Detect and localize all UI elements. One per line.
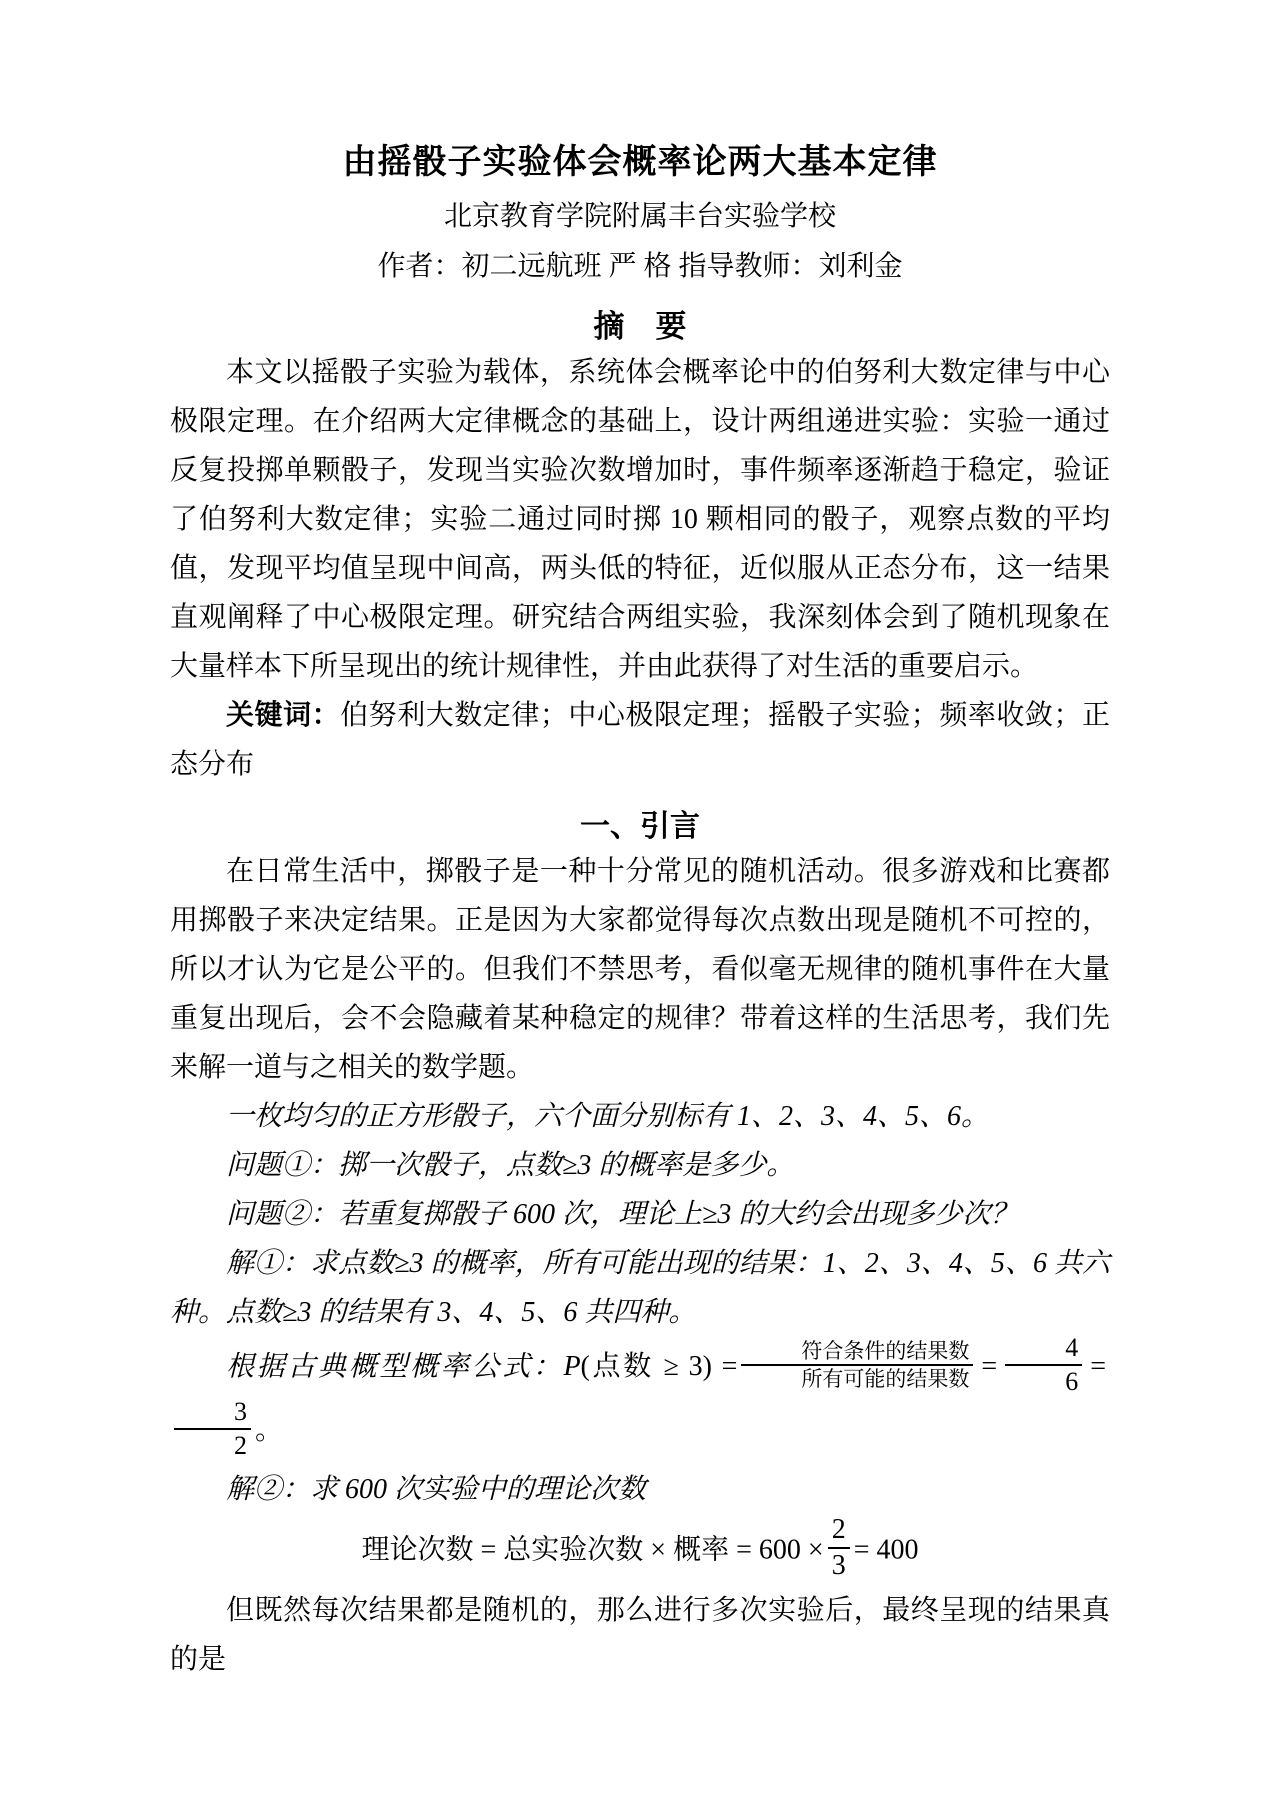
text-fraction-numerator: 符合条件的结果数 bbox=[741, 1339, 973, 1366]
abstract-heading: 摘 要 bbox=[593, 309, 687, 344]
keywords-line bbox=[170, 691, 1110, 789]
school-line: 北京教育学院附属丰台实验学校 bbox=[443, 201, 836, 232]
abstract-paragraph: 本文以摇骰子实验为载体，系统体会概率论中的伯努利大数定律与中心极限定理。在介绍两大定律概念的基础上，设计两组递进实验：实验一通过反复投掷单颗骰子，发现当实验次数增加时，事件频率逐渐趋于稳定，验证了伯努利大数定律；实验二通过同时掷 10 颗相同的骰子，观察点数的平均值，发现平均值呈现中间高，两头低的特征，近似服从正态分布，这一结果直观阐释了中心极限定理。研究结合两组实验，我深刻体会到了随机现象在大量样本下所呈现出的统计规律性，并由此获得了对生活的重要启示。 bbox=[170, 357, 1110, 682]
equation-fraction-denominator: 3 bbox=[831, 1549, 846, 1581]
text-fraction bbox=[741, 1339, 973, 1391]
equation-fraction-numerator: 2 bbox=[828, 1514, 850, 1549]
author-byline: 作者：初二远航班 严 格 指导教师：刘利金 bbox=[377, 251, 903, 282]
solution1-paragraph: 解①：求点数≥3 的概率，所有可能出现的结果：1、2、3、4、5、6 共六种。点数≥3 的结果有 3、4、5、6 共四种。 bbox=[170, 1248, 1110, 1328]
fraction-4-6-denominator: 6 bbox=[1065, 1366, 1079, 1396]
intro-paragraph: 在日常生活中，掷骰子是一种十分常见的随机活动。很多游戏和比赛都用掷骰子来决定结果。正是因为大家都觉得每次点数出现是随机不可控的，所以才认为它是公平的。但我们不禁思考，看似毫无规律的随机事件在大量重复出现后，会不会隐藏着某种稳定的规律？带着这样的生活思考，我们先来解一道与之相关的数学题。 bbox=[170, 856, 1110, 1083]
formula-prefix: 根据古典概型概率公式： bbox=[226, 1351, 564, 1383]
formula-lhs-text: (点数 ≥ 3) = bbox=[580, 1351, 738, 1383]
probability-formula-line bbox=[170, 1333, 1110, 1465]
equation-fraction bbox=[828, 1514, 850, 1582]
equation-left: 理论次数 = 总实验次数 × 概率 = 600 × bbox=[361, 1534, 824, 1566]
equation-right: = 400 bbox=[853, 1534, 919, 1566]
closing-paragraph: 但既然每次结果都是随机的，那么进行多次实验后，最终呈现的结果真的是 bbox=[170, 1594, 1110, 1675]
probability-symbol: P bbox=[563, 1351, 581, 1383]
theoretical-count-equation bbox=[170, 1513, 1110, 1586]
equals-sign-1: = bbox=[981, 1351, 998, 1383]
section1-heading: 一、引言 bbox=[580, 810, 700, 843]
fraction-3-2 bbox=[174, 1397, 251, 1461]
page-title: 由摇骰子实验体会概率论两大基本定律 bbox=[342, 143, 938, 181]
problem-question2: 问题②：若重复掷骰子 600 次，理论上≥3 的大约会出现多少次？ bbox=[226, 1199, 1019, 1230]
text-fraction-denominator: 所有可能的结果数 bbox=[801, 1366, 970, 1391]
fraction-4-6 bbox=[1005, 1333, 1082, 1397]
solution2-line: 解②：求 600 次实验中的理论次数 bbox=[226, 1473, 647, 1505]
keywords-text: 伯努利大数定律；中心极限定理；摇骰子实验；频率收敛；正态分布 bbox=[170, 700, 1110, 780]
fraction-3-2-numerator: 3 bbox=[174, 1397, 251, 1430]
formula-period: 。 bbox=[255, 1415, 284, 1447]
keywords-label: 关键词： bbox=[226, 700, 341, 731]
equals-sign-2: = bbox=[1090, 1351, 1106, 1383]
problem-setup: 一枚均匀的正方形骰子，六个面分别标有 1、2、3、4、5、6。 bbox=[226, 1101, 990, 1132]
problem-question1: 问题①：掷一次骰子，点数≥3 的概率是多少。 bbox=[226, 1150, 795, 1181]
fraction-3-2-denominator: 2 bbox=[234, 1430, 247, 1460]
fraction-4-6-numerator: 4 bbox=[1005, 1333, 1082, 1366]
